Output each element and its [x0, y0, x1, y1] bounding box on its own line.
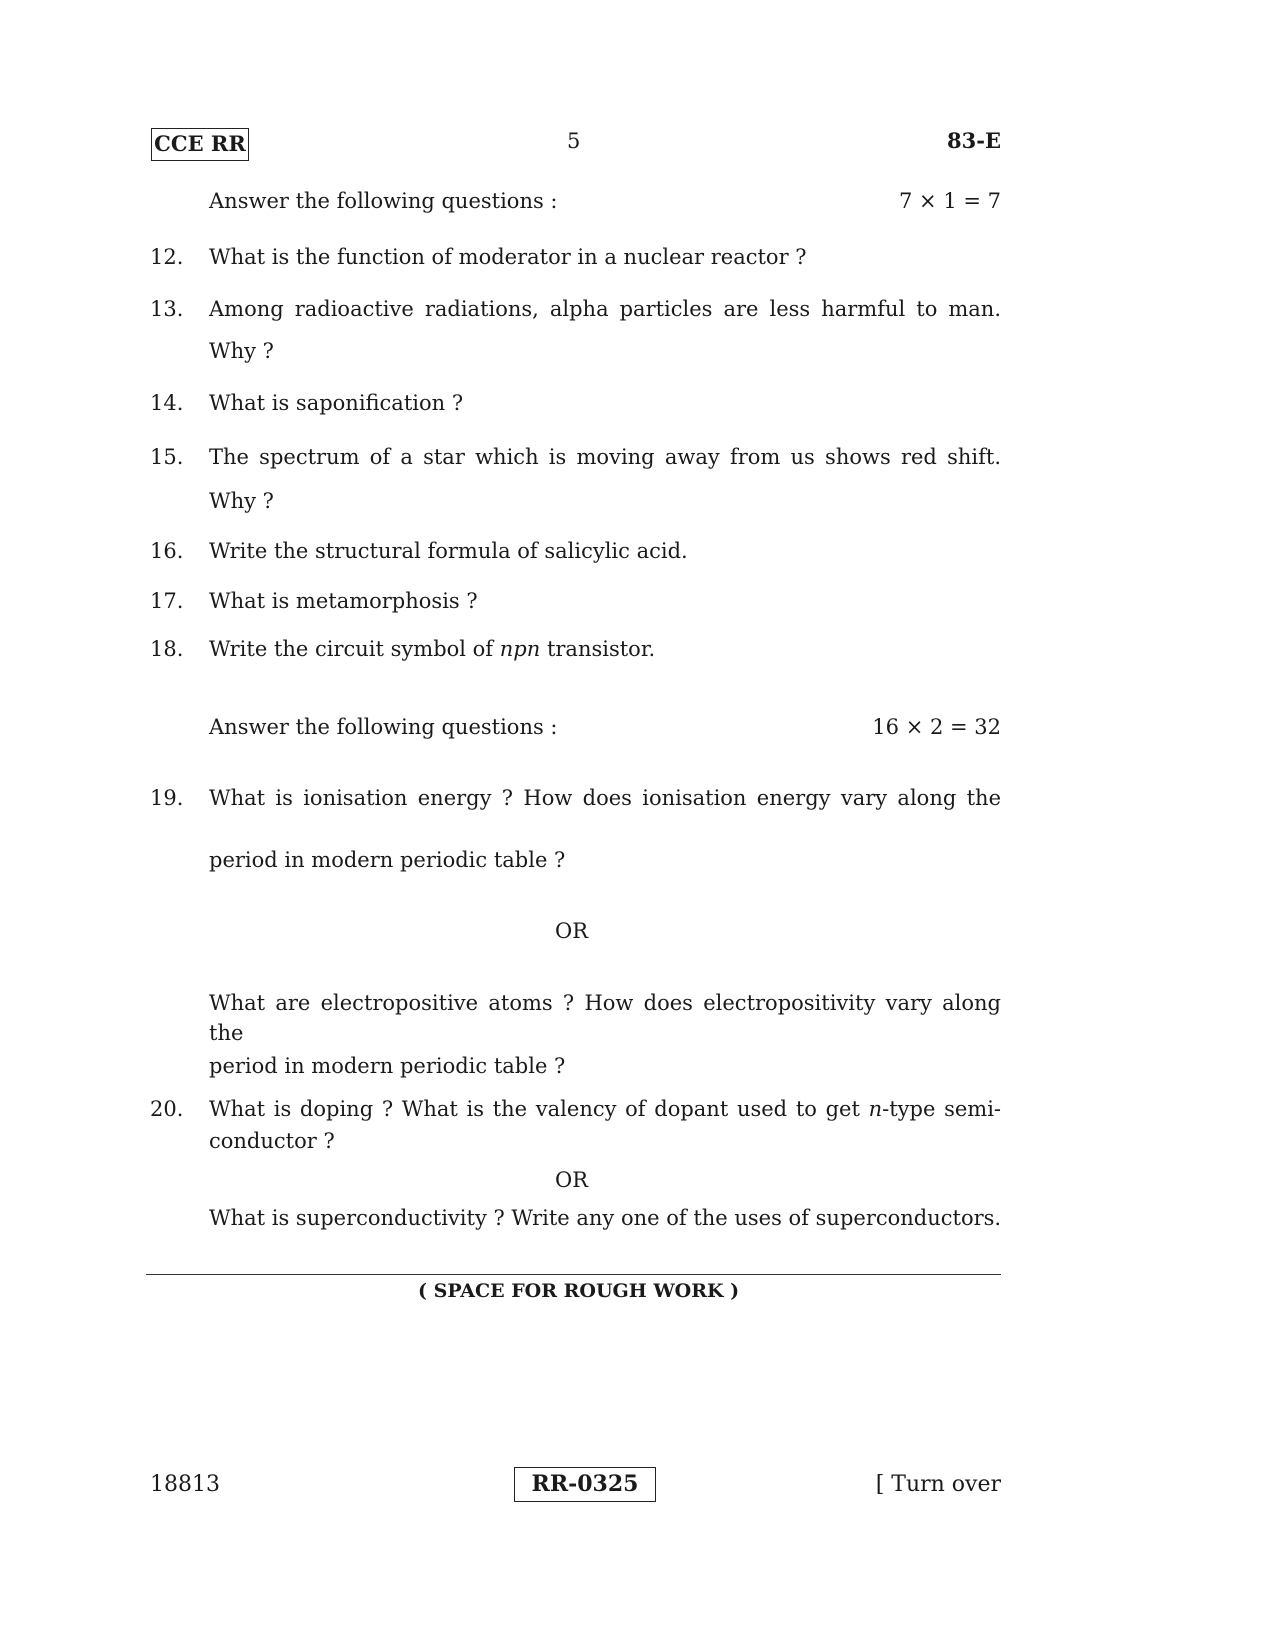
section-2-instruction: Answer the following questions : — [209, 715, 558, 739]
question-16-number: 16. — [150, 539, 184, 563]
rough-work-divider — [146, 1274, 1001, 1275]
question-20-text-before: What is doping ? What is the valency of dopant used to get — [209, 1097, 869, 1121]
question-13-number: 13. — [150, 297, 184, 321]
section-1-marks: 7 × 1 = 7 — [899, 189, 1001, 213]
footer-code-box — [514, 1467, 656, 1502]
question-20-line-2: conductor ? — [209, 1129, 335, 1153]
question-19-line-1: What is ionisation energy ? How does ionisation energy vary along the — [209, 786, 1001, 810]
question-17-text: What is metamorphosis ? — [209, 589, 478, 613]
question-20-line-1 — [209, 1094, 1001, 1124]
question-12-number: 12. — [150, 245, 184, 269]
section-2-marks: 16 × 2 = 32 — [872, 715, 1001, 739]
question-18-text — [209, 634, 1001, 664]
question-18-number: 18. — [150, 637, 184, 661]
question-19-line-2: period in modern periodic table ? — [209, 848, 566, 872]
question-19-or: OR — [555, 919, 589, 943]
question-19-number: 19. — [150, 786, 184, 810]
footer-serial: 18813 — [150, 1472, 220, 1497]
question-15-line-2: Why ? — [209, 489, 274, 513]
question-17-number: 17. — [150, 589, 184, 613]
rough-work-label: ( SPACE FOR ROUGH WORK ) — [418, 1280, 740, 1302]
series-code: CCE RR — [154, 131, 246, 156]
page-number: 5 — [567, 129, 581, 153]
question-20-text-italic: n — [868, 1097, 883, 1121]
question-18-text-italic: npn — [499, 637, 541, 661]
question-16-text: Write the structural formula of salicylic acid. — [209, 539, 688, 563]
question-14-number: 14. — [150, 391, 184, 415]
question-20-text-after: -type semi- — [882, 1097, 1002, 1121]
question-13-line-2: Why ? — [209, 339, 274, 363]
question-15-number: 15. — [150, 445, 184, 469]
question-19-alt-line-2: period in modern periodic table ? — [209, 1054, 566, 1078]
question-13-line-1: Among radioactive radiations, alpha particles are less harmful to man. — [209, 297, 1001, 321]
section-1-instruction: Answer the following questions : — [209, 189, 558, 213]
footer-code: RR-0325 — [531, 1471, 639, 1497]
question-20-alt-line-1: What is superconductivity ? Write any one of the uses of superconductors. — [209, 1206, 1002, 1230]
question-18-text-after: transistor. — [540, 637, 656, 661]
question-20-or: OR — [555, 1168, 589, 1192]
question-18-text-before: Write the circuit symbol of — [209, 637, 500, 661]
question-19-alt-line-1: What are electropositive atoms ? How does electropositivity vary along the — [209, 991, 1001, 1045]
turn-over-label: [ Turn over — [875, 1472, 1001, 1497]
series-code-box — [151, 128, 249, 161]
question-15-line-1: The spectrum of a star which is moving away from us shows red shift. — [209, 445, 1001, 469]
question-20-number: 20. — [150, 1097, 184, 1121]
question-12-text: What is the function of moderator in a nuclear reactor ? — [209, 245, 807, 269]
question-14-text: What is saponification ? — [209, 391, 464, 415]
paper-code: 83-E — [947, 128, 1001, 153]
